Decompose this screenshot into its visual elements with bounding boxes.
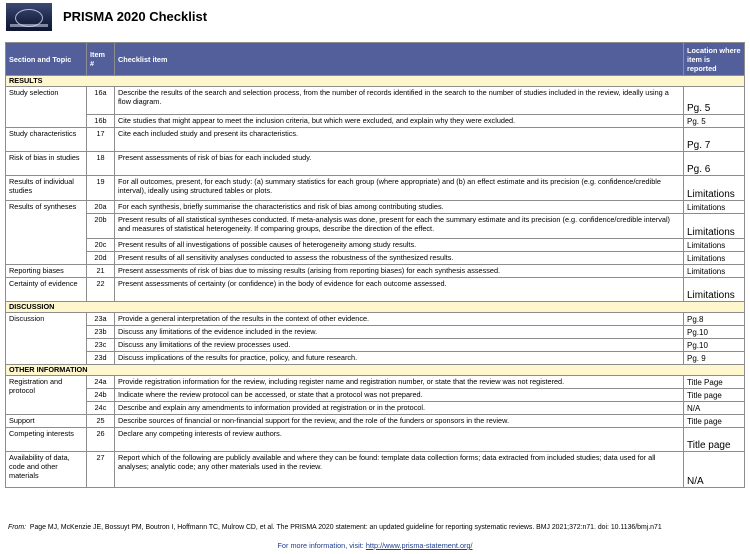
checklist-text: Present results of all sensitivity analyses conducted to assess the robustness of the synthesized results. xyxy=(115,252,684,265)
location-cell: Limitations xyxy=(684,214,745,239)
table-row xyxy=(6,339,745,352)
citation-footer xyxy=(8,523,740,532)
item-number: 20c xyxy=(87,239,115,252)
item-number: 16b xyxy=(87,115,115,128)
topic-cell: Study characteristics xyxy=(6,128,87,152)
table-row xyxy=(6,252,745,265)
checklist-text: Present assessments of risk of bias due to missing results (arising from reporting biases) for each synthesis assessed. xyxy=(115,265,684,278)
table-row xyxy=(6,239,745,252)
topic-cell: Reporting biases xyxy=(6,265,87,278)
location-cell: Pg. 9 xyxy=(684,352,745,365)
item-number: 27 xyxy=(87,452,115,488)
table-row xyxy=(6,128,745,152)
location-cell: Pg. 6 xyxy=(684,152,745,176)
topic-cell: Discussion xyxy=(6,313,87,365)
checklist-text: Discuss implications of the results for practice, policy, and future research. xyxy=(115,352,684,365)
item-number: 20b xyxy=(87,214,115,239)
prisma-website-link[interactable]: http://www.prisma-statement.org/ xyxy=(365,541,473,550)
location-cell: Limitations xyxy=(684,239,745,252)
from-label: From: xyxy=(8,524,26,531)
section-row-other-information: OTHER INFORMATION xyxy=(6,365,745,376)
checklist-text: Present assessments of certainty (or confidence) in the body of evidence for each outcome assessed. xyxy=(115,278,684,302)
more-info-line xyxy=(0,541,750,550)
item-number: 23d xyxy=(87,352,115,365)
header-item: Item # xyxy=(87,43,115,76)
checklist-text: Declare any competing interests of review authors. xyxy=(115,428,684,452)
location-cell: Title page xyxy=(684,415,745,428)
topic-cell: Risk of bias in studies xyxy=(6,152,87,176)
checklist-text: Indicate where the review protocol can be accessed, or state that a protocol was not prepared. xyxy=(115,389,684,402)
checklist-text: For all outcomes, present, for each study: (a) summary statistics for each group (where appropriate) and (b) an effect estimate and its precision (e.g. confidence/credible interval), ideally using structured tables or plots. xyxy=(115,176,684,201)
location-cell: Title Page xyxy=(684,376,745,389)
item-number: 25 xyxy=(87,415,115,428)
topic-cell: Certainty of evidence xyxy=(6,278,87,302)
location-cell: N/A xyxy=(684,452,745,488)
topic-cell: Results of syntheses xyxy=(6,201,87,265)
item-number: 17 xyxy=(87,128,115,152)
citation-text: Page MJ, McKenzie JE, Bossuyt PM, Boutron I, Hoffmann TC, Mulrow CD, et al. The PRISMA 2020 statement: an updated guideline for reporting systematic reviews. BMJ 2021;372:n71. doi: 10.1136/bmj.n71 xyxy=(29,524,662,531)
checklist-table xyxy=(5,42,745,488)
more-info-prefix: For more information, visit: xyxy=(277,541,366,550)
checklist-text: Discuss any limitations of the evidence included in the review. xyxy=(115,326,684,339)
item-number: 24c xyxy=(87,402,115,415)
location-cell: Limitations xyxy=(684,201,745,214)
topic-cell: Availability of data, code and other materials xyxy=(6,452,87,488)
location-cell: Pg.10 xyxy=(684,326,745,339)
header-section: Section and Topic xyxy=(6,43,87,76)
checklist-text: Provide registration information for the review, including register name and registration number, or state that the review was not registered. xyxy=(115,376,684,389)
table-row xyxy=(6,326,745,339)
table-row xyxy=(6,389,745,402)
topic-cell: Registration and protocol xyxy=(6,376,87,415)
location-cell: Limitations xyxy=(684,176,745,201)
checklist-text: Present results of all statistical syntheses conducted. If meta-analysis was done, present for each the summary estimate and its precision (e.g. confidence/credible interval) and measures of statistical heterogeneity. If comparing groups, describe the direction of the effect. xyxy=(115,214,684,239)
checklist-text: Describe and explain any amendments to information provided at registration or in the protocol. xyxy=(115,402,684,415)
location-cell: Pg.8 xyxy=(684,313,745,326)
table-row xyxy=(6,313,745,326)
table-row xyxy=(6,176,745,201)
page-title: PRISMA 2020 Checklist xyxy=(63,9,208,24)
item-number: 23b xyxy=(87,326,115,339)
item-number: 20a xyxy=(87,201,115,214)
table-row xyxy=(6,278,745,302)
item-number: 23a xyxy=(87,313,115,326)
checklist-text: Provide a general interpretation of the results in the context of other evidence. xyxy=(115,313,684,326)
item-number: 22 xyxy=(87,278,115,302)
checklist-text: Report which of the following are publicly available and where they can be found: template data collection forms; data extracted from included studies; data used for all analyses; analytic code; any other materials used in the review. xyxy=(115,452,684,488)
item-number: 24b xyxy=(87,389,115,402)
checklist-text: Present results of all investigations of possible causes of heterogeneity among study results. xyxy=(115,239,684,252)
table-row xyxy=(6,452,745,488)
checklist-text: Describe sources of financial or non-financial support for the review, and the role of the funders or sponsors in the review. xyxy=(115,415,684,428)
section-row-results: RESULTS xyxy=(6,76,745,87)
checklist-text: Cite each included study and present its characteristics. xyxy=(115,128,684,152)
topic-cell: Study selection xyxy=(6,87,87,128)
table-row xyxy=(6,428,745,452)
table-row xyxy=(6,415,745,428)
location-cell: Pg. 5 xyxy=(684,87,745,115)
table-row xyxy=(6,214,745,239)
location-cell: Limitations xyxy=(684,278,745,302)
item-number: 26 xyxy=(87,428,115,452)
item-number: 23c xyxy=(87,339,115,352)
item-number: 24a xyxy=(87,376,115,389)
location-cell: N/A xyxy=(684,402,745,415)
item-number: 18 xyxy=(87,152,115,176)
table-row xyxy=(6,402,745,415)
checklist-text: Present assessments of risk of bias for each included study. xyxy=(115,152,684,176)
topic-cell: Results of individual studies xyxy=(6,176,87,201)
table-header-row xyxy=(6,43,745,76)
item-number: 19 xyxy=(87,176,115,201)
header-location: Location where item is reported xyxy=(684,43,745,76)
table-row xyxy=(6,201,745,214)
location-cell: Limitations xyxy=(684,265,745,278)
item-number: 16a xyxy=(87,87,115,115)
topic-cell: Support xyxy=(6,415,87,428)
location-cell: Limitations xyxy=(684,252,745,265)
table-row xyxy=(6,352,745,365)
location-cell: Pg. 7 xyxy=(684,128,745,152)
checklist-text: For each synthesis, briefly summarise the characteristics and risk of bias among contributing studies. xyxy=(115,201,684,214)
table-row xyxy=(6,152,745,176)
item-number: 20d xyxy=(87,252,115,265)
location-cell: Pg. 5 xyxy=(684,115,745,128)
checklist-text: Cite studies that might appear to meet the inclusion criteria, but which were excluded, and explain why they were excluded. xyxy=(115,115,684,128)
location-cell: Pg.10 xyxy=(684,339,745,352)
topic-cell: Competing interests xyxy=(6,428,87,452)
table-row xyxy=(6,376,745,389)
location-cell: Title page xyxy=(684,428,745,452)
table-row xyxy=(6,265,745,278)
item-number: 21 xyxy=(87,265,115,278)
checklist-text: Discuss any limitations of the review processes used. xyxy=(115,339,684,352)
header-checklist: Checklist item xyxy=(115,43,684,76)
section-row-discussion: DISCUSSION xyxy=(6,302,745,313)
prisma-logo xyxy=(6,3,52,31)
location-cell: Title page xyxy=(684,389,745,402)
table-row xyxy=(6,115,745,128)
table-row xyxy=(6,87,745,115)
checklist-text: Describe the results of the search and selection process, from the number of records identified in the search to the number of studies included in the review, ideally using a flow diagram. xyxy=(115,87,684,115)
